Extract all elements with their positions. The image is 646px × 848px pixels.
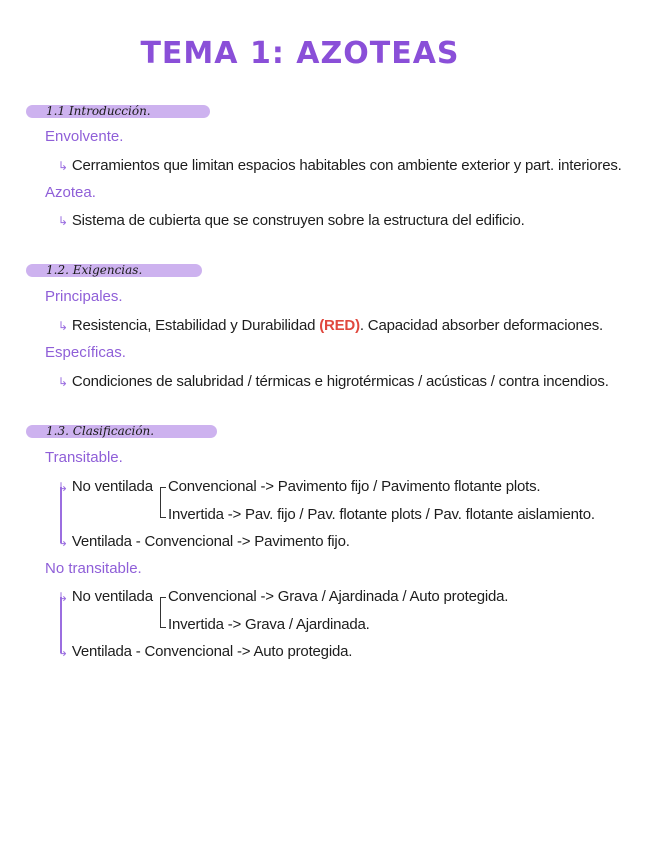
principales-text-a: Resistencia, Estabilidad y Durabilidad bbox=[71, 317, 320, 334]
arrow-icon: ↳ bbox=[58, 375, 68, 389]
n-no-ventilada-label: No ventilada bbox=[71, 588, 153, 605]
t-invertida: Invertida -> Pav. fijo / Pav. flotante plots / Pav. flotante aislamiento. bbox=[168, 506, 595, 523]
subheading-no-transitable: No transitable. bbox=[45, 560, 142, 577]
arrow-icon: ↳ bbox=[58, 645, 68, 659]
t-ventilada-text: Ventilada - Convencional -> Pavimento fijo. bbox=[71, 533, 350, 550]
azotea-description bbox=[58, 212, 525, 229]
arrow-icon: ↳ bbox=[58, 480, 68, 494]
n-convencional: Convencional -> Grava / Ajardinada / Auto protegida. bbox=[168, 588, 509, 605]
principales-text-b: . Capacidad absorber deformaciones. bbox=[359, 317, 604, 334]
subheading-transitable: Transitable. bbox=[45, 449, 123, 466]
envolvente-text: Cerramientos que limitan espacios habitables con ambiente exterior y part. interiores. bbox=[71, 157, 622, 174]
arrow-icon: ↳ bbox=[58, 590, 68, 604]
principales-description bbox=[58, 317, 603, 334]
section-heading-exigencias: 1.2. Exigencias. bbox=[26, 264, 202, 277]
no-transitable-no-ventilada bbox=[58, 588, 153, 605]
especificas-description bbox=[58, 373, 609, 390]
transitable-no-ventilada bbox=[58, 478, 153, 495]
red-acronym: (RED) bbox=[319, 317, 360, 334]
subheading-especificas: Específicas. bbox=[45, 344, 126, 361]
arrow-icon: ↳ bbox=[58, 159, 68, 173]
especificas-text: Condiciones de salubridad / térmicas e higrotérmicas / acústicas / contra incendios. bbox=[71, 373, 609, 390]
subheading-envolvente: Envolvente. bbox=[45, 128, 124, 145]
t-convencional: Convencional -> Pavimento fijo / Pavimento flotante plots. bbox=[168, 478, 541, 495]
subheading-principales: Principales. bbox=[45, 288, 123, 305]
page-title: TEMA 1: AZOTEAS bbox=[140, 36, 460, 71]
azotea-text: Sistema de cubierta que se construyen sobre la estructura del edificio. bbox=[71, 212, 525, 229]
bracket-tick bbox=[160, 503, 166, 518]
bracket-tick bbox=[160, 613, 166, 628]
arrow-icon: ↳ bbox=[58, 214, 68, 228]
transitable-ventilada bbox=[58, 533, 350, 550]
n-ventilada-text: Ventilada - Convencional -> Auto protegida. bbox=[71, 643, 353, 660]
arrow-icon: ↳ bbox=[58, 319, 68, 333]
arrow-icon: ↳ bbox=[58, 535, 68, 549]
no-transitable-ventilada bbox=[58, 643, 352, 660]
section-heading-clasificacion: 1.3. Clasificación. bbox=[26, 425, 217, 438]
n-invertida: Invertida -> Grava / Ajardinada. bbox=[168, 616, 370, 633]
envolvente-description bbox=[58, 157, 622, 174]
subheading-azotea: Azotea. bbox=[45, 184, 96, 201]
t-no-ventilada-label: No ventilada bbox=[71, 478, 153, 495]
section-heading-introduccion: 1.1 Introducción. bbox=[26, 105, 210, 118]
